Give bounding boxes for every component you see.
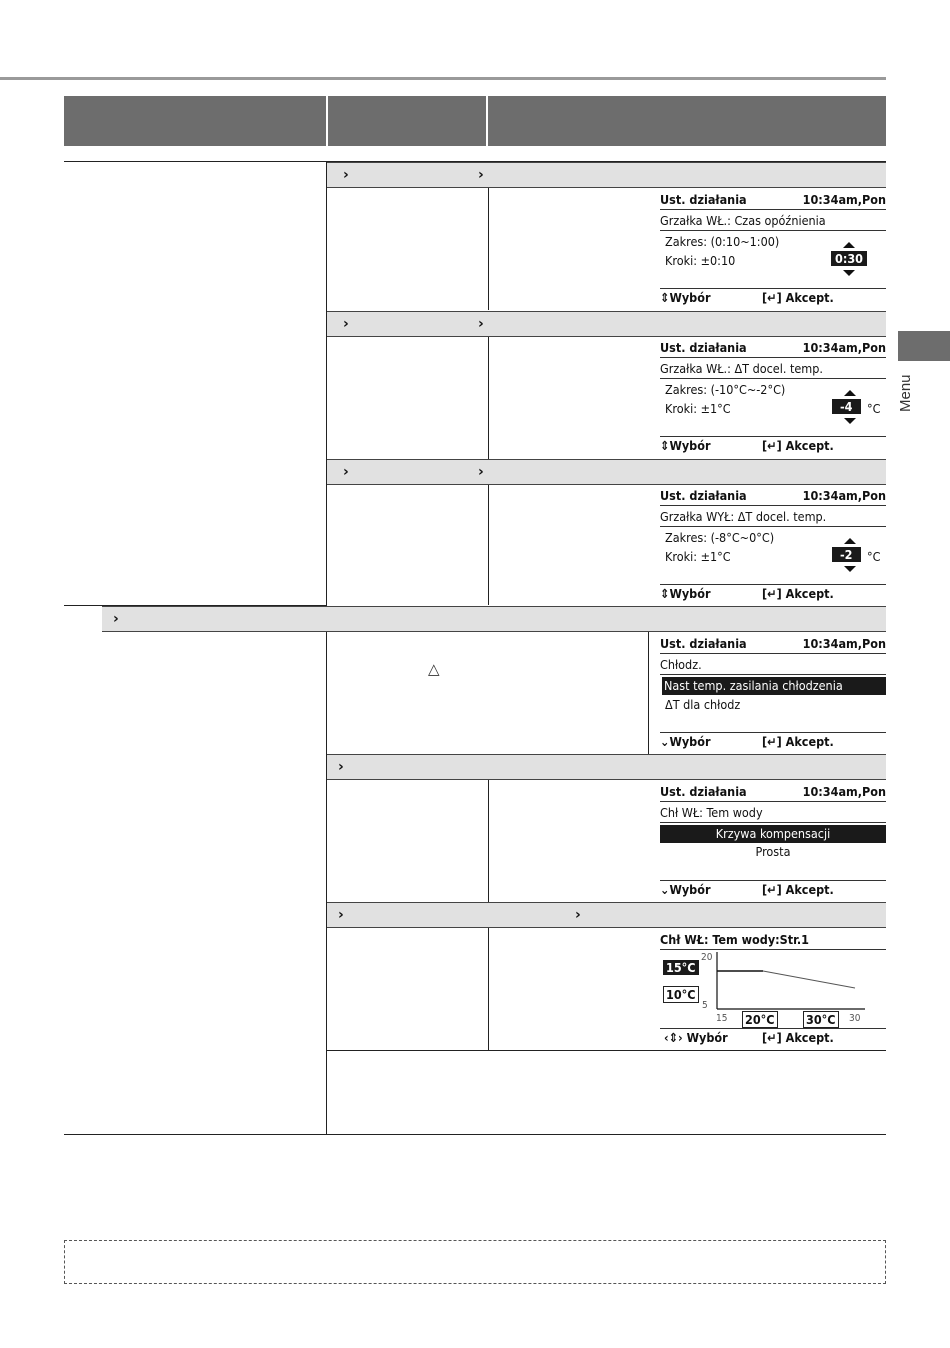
step-text: Kroki: ±1°C xyxy=(665,549,731,564)
value-box: -2 xyxy=(832,547,861,562)
footer-select: ⌄Wybór xyxy=(660,734,711,749)
column-divider-2f xyxy=(488,928,489,1050)
step-text: Kroki: ±1°C xyxy=(665,401,731,416)
path-bar-3: › › xyxy=(327,459,886,485)
row-divider-last xyxy=(327,1050,886,1051)
x-axis-left: 15 xyxy=(716,1013,728,1024)
x-axis-mid2: 30°C xyxy=(803,1011,839,1028)
footer-accept: [↵] Akcept. xyxy=(762,438,834,453)
arrow-down-icon xyxy=(844,418,856,424)
lcd-screen-5 xyxy=(660,782,886,902)
screen-title: Ust. działania xyxy=(660,488,747,503)
path-bar-2: › › xyxy=(327,311,886,337)
header-cell-2 xyxy=(328,96,486,146)
screen-time: 10:34am,Pon xyxy=(802,488,886,503)
range-text: Zakres: (-10°C~-2°C) xyxy=(665,382,786,397)
column-divider-2c xyxy=(488,485,489,605)
x-axis-right: 30 xyxy=(849,1013,861,1024)
side-tab xyxy=(898,331,950,361)
compensation-curve xyxy=(715,952,865,1012)
footer-accept: [↵] Akcept. xyxy=(762,734,834,749)
high-temp-label: 15°C xyxy=(663,960,699,975)
screen-subtitle: Chł WŁ: Tem wody xyxy=(660,805,763,820)
column-divider-2a xyxy=(488,188,489,310)
menu-item-selected: Krzywa kompensacji xyxy=(660,825,886,843)
column-divider-2b xyxy=(488,337,489,459)
unit-label: °C xyxy=(867,401,881,416)
arrow-up-icon xyxy=(844,390,856,396)
step-text: Kroki: ±0:10 xyxy=(665,253,736,268)
lcd-screen-1 xyxy=(660,190,886,310)
lcd-screen-3 xyxy=(660,486,886,606)
header-cell-1 xyxy=(64,96,326,146)
footer-select: ⇕Wybór xyxy=(660,438,711,453)
x-axis-mid1: 20°C xyxy=(742,1011,778,1028)
footer-accept: [↵] Akcept. xyxy=(762,1030,834,1045)
screen-subtitle: Chł WŁ: Tem wody:Str.1 xyxy=(660,932,809,947)
menu-item-selected: Nast temp. zasilania chłodzenia xyxy=(662,677,886,695)
column-divider-1 xyxy=(326,161,327,1135)
arrow-down-icon xyxy=(844,566,856,572)
footer-accept: [↵] Akcept. xyxy=(762,882,834,897)
menu-item: Prosta xyxy=(755,844,791,859)
screen-title: Ust. działania xyxy=(660,784,747,799)
path-bar-5: › xyxy=(327,754,886,780)
table-bottom-line xyxy=(64,1134,886,1135)
footer-select: ⌄Wybór xyxy=(660,882,711,897)
screen-time: 10:34am,Pon xyxy=(802,340,886,355)
footer-select: ⇕Wybór xyxy=(660,290,711,305)
screen-subtitle: Grzałka WYŁ: ΔT docel. temp. xyxy=(660,509,827,524)
y-axis-top: 20 xyxy=(701,952,713,963)
top-rule xyxy=(0,77,886,80)
footer-select: ⇕Wybór xyxy=(660,586,711,601)
arrow-up-icon xyxy=(843,242,855,248)
y-axis-bottom: 5 xyxy=(702,1000,708,1011)
range-text: Zakres: (-8°C~0°C) xyxy=(665,530,775,545)
screen-subtitle: Chłodz. xyxy=(660,657,702,672)
footer-accept: [↵] Akcept. xyxy=(762,586,834,601)
path-bar-4: › xyxy=(102,606,886,632)
screen-time: 10:34am,Pon xyxy=(802,636,886,651)
path-bar-6: › › xyxy=(327,902,886,928)
screen-subtitle: Grzałka WŁ.: Czas opóźnienia xyxy=(660,213,826,228)
screen-title: Ust. działania xyxy=(660,636,747,651)
arrow-up-icon xyxy=(844,538,856,544)
path-bar-1: › › xyxy=(327,162,886,188)
low-temp-label: 10°C xyxy=(663,986,699,1003)
footer-accept: [↵] Akcept. xyxy=(762,290,834,305)
value-box: -4 xyxy=(832,399,861,414)
delta-symbol: △ xyxy=(428,660,440,678)
menu-item: ΔT dla chłodz xyxy=(665,697,741,712)
arrow-down-icon xyxy=(843,270,855,276)
lcd-screen-4 xyxy=(660,634,886,754)
screen-time: 10:34am,Pon xyxy=(802,784,886,799)
value-box: 0:30 xyxy=(831,251,867,266)
side-tab-label: Menu xyxy=(897,374,914,412)
note-box xyxy=(64,1240,886,1284)
lcd-screen-2 xyxy=(660,338,886,458)
screen-title: Ust. działania xyxy=(660,340,747,355)
screen-subtitle: Grzałka WŁ.: ΔT docel. temp. xyxy=(660,361,823,376)
unit-label: °C xyxy=(867,549,881,564)
screen-title: Ust. działania xyxy=(660,192,747,207)
lcd-screen-6 xyxy=(660,930,886,1050)
header-cell-3 xyxy=(488,96,886,146)
screen-time: 10:34am,Pon xyxy=(802,192,886,207)
column-divider-2e xyxy=(488,780,489,902)
column-divider-4 xyxy=(648,632,649,754)
range-text: Zakres: (0:10~1:00) xyxy=(665,234,780,249)
footer-select: ‹⇕› Wybór xyxy=(664,1030,728,1045)
